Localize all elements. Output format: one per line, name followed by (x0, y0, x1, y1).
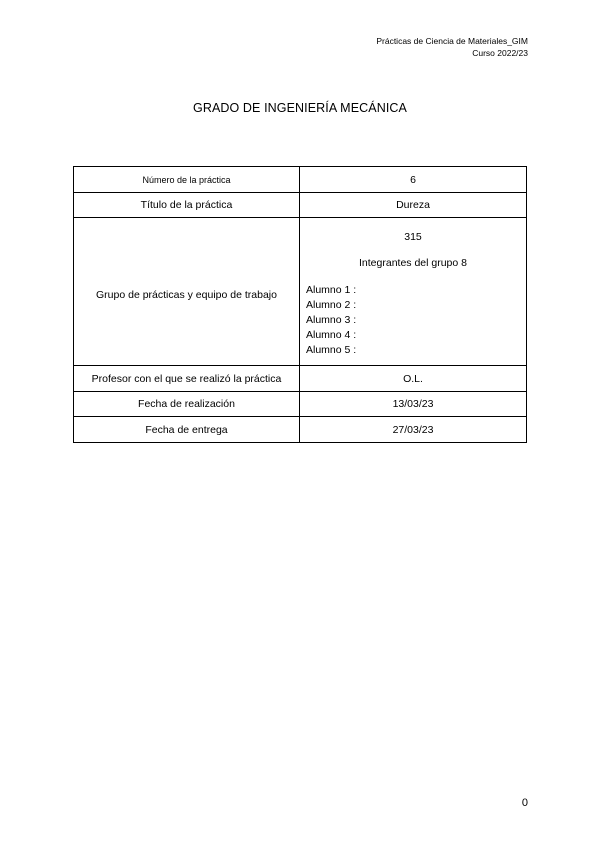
table-row (74, 167, 527, 193)
practice-title-label: Título de la práctica (74, 193, 300, 218)
completion-date-label: Fecha de realización (74, 392, 300, 417)
list-item: Alumno 1 : (306, 284, 357, 296)
header-course-title: Prácticas de Ciencia de Materiales_GIM (376, 36, 528, 46)
table-row (74, 193, 527, 218)
table-row (74, 417, 527, 443)
page-number: 0 (521, 797, 528, 809)
list-item: Alumno 2 : (306, 299, 357, 311)
document-title: GRADO DE INGENIERÍA MECÁNICA (193, 101, 407, 115)
practice-title-value: Dureza (300, 193, 527, 218)
completion-date-value: 13/03/23 (300, 392, 527, 417)
group-label: Grupo de prácticas y equipo de trabajo (74, 218, 300, 366)
submission-date-value: 27/03/23 (300, 417, 527, 443)
professor-label: Profesor con el que se realizó la práctica (74, 366, 300, 392)
practice-info-table (73, 166, 527, 443)
members-list (300, 283, 526, 358)
table-row (74, 392, 527, 417)
table-row (74, 218, 527, 366)
group-number: 315 (404, 231, 422, 243)
practice-number-value: 6 (300, 167, 527, 193)
members-title: Integrantes del grupo 8 (359, 257, 467, 269)
header-academic-year: Curso 2022/23 (472, 48, 528, 58)
professor-value: O.L. (300, 366, 527, 392)
table-row (74, 366, 527, 392)
page-header (376, 35, 528, 59)
practice-number-label: Número de la práctica (74, 167, 300, 193)
submission-date-label: Fecha de entrega (74, 417, 300, 443)
list-item: Alumno 5 : (306, 344, 357, 356)
list-item: Alumno 3 : (306, 314, 357, 326)
list-item: Alumno 4 : (306, 329, 357, 341)
group-cell (300, 218, 527, 366)
